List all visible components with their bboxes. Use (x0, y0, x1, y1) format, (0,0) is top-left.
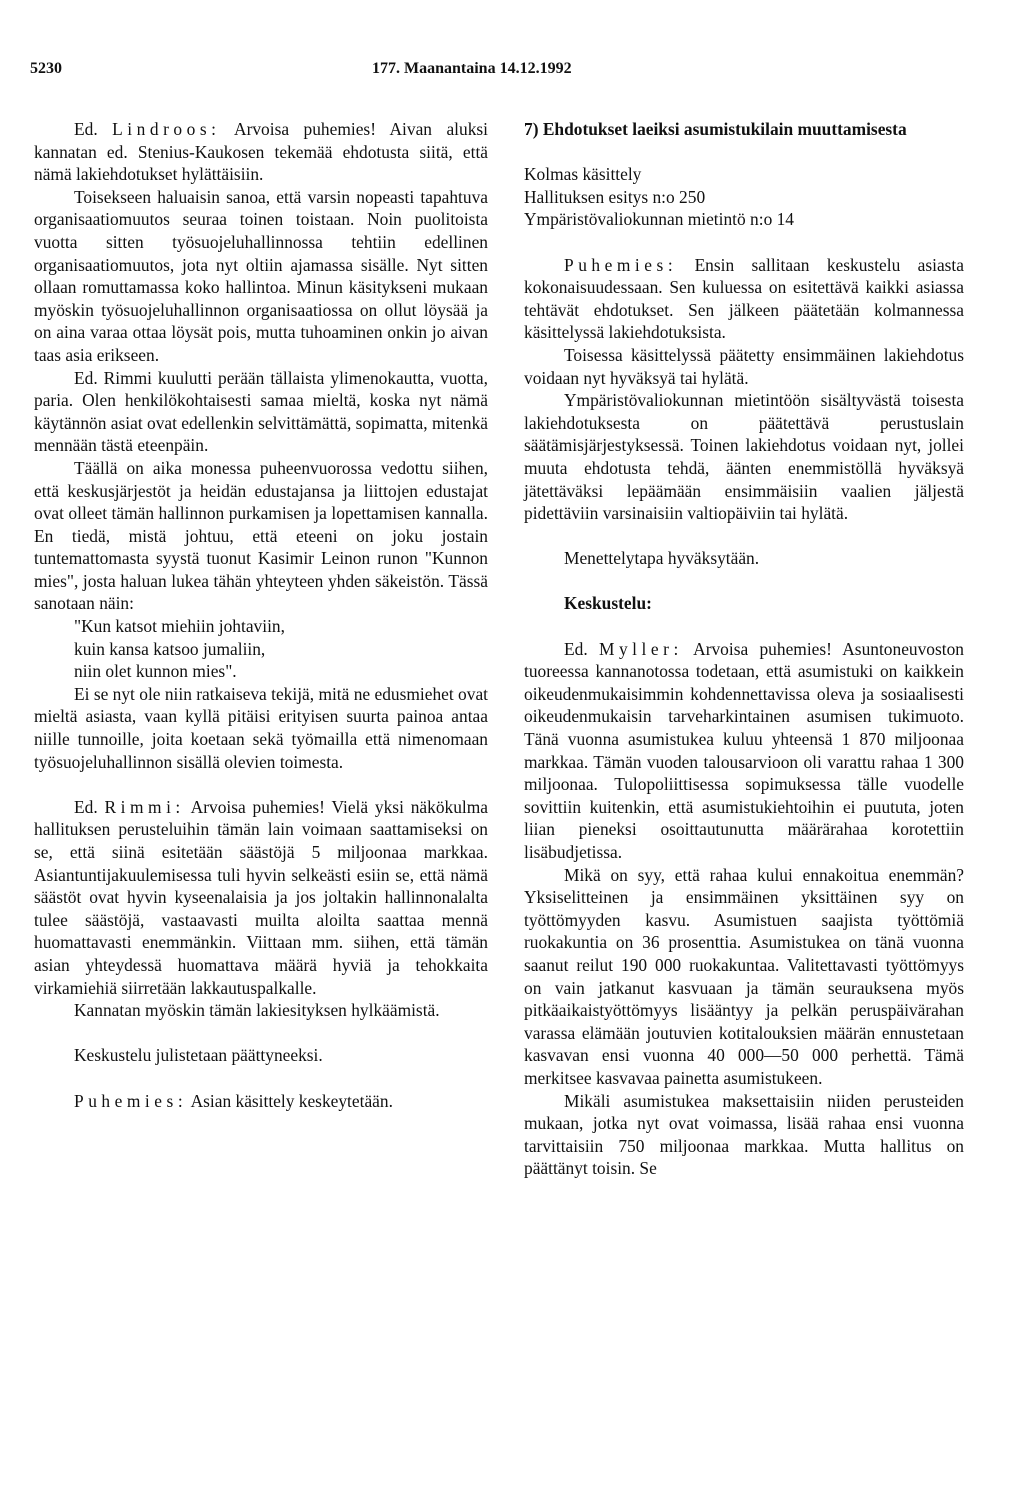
paragraph: Ympäristövaliokunnan mietintöön sisältyvästä toisesta lakiehdotuksesta on päätettävä perustuslain säätämisjärjestyksessä. Toinen lakiehdotus voidaan nyt, jollei muuta ehdotusta tehdä, äänten enemmistöllä hyväksyä jätettäväksi lepäämään ensimmäisiin vaalien jäljestä pidettäviin varsinaisiin valtiopäiviin tai hylätä. (524, 390, 964, 524)
paragraph: Ed. Rimmi kuulutti perään tällaista ylimenokautta, vuotta, paria. Olen henkilökohtaisesti samaa mieltä, koska nyt nämä käytännön asiat ovat edellenkin selvittämättä, sopimatta, mitenkä mennään tästä eteenpäin. (34, 367, 488, 456)
paragraph: Toisekseen haluaisin sanoa, että varsin nopeasti tapahtuva organisaatiomuutos seuraa toinen toistaan. Noin puolitoista vuotta sitten työsuojeluhallinnossa tehtiin edellinen organisaatiomuutos, jota nyt oltiin ajamassa sisälle. Nyt sitten ollaan romuttamassa koko hallintoa. Minun käsitykseni mukaan myöskin työsuojeluhallinnon organisaatiossa on ollut löysää ja on aina varaa ottaa löysät pois, mutta tuhoaminen onkin jo aivan taas asia erikseen. (34, 186, 488, 365)
poem-line: niin olet kunnon mies". (74, 661, 237, 682)
speech-rimmi: Ed. Rimmi: Arvoisa puhemies! Vielä yksi näkökulma hallituksen perusteluihin tämän lain voimaan saattamiseksi on se, että siinä esitetään säästöjä 5 miljoonaa markkaa. Asiantuntijakuulemisessa tuli hyvin selkeästi esiin se, että nämä säästöt ovat hyvin kyseenalaisia ja jos joltakin hallinnonalalta tulee säästöjä, vastaavasti muilta aloilta saattaa mennä huomattavasti enemmänkin. Viittaan mm. siihen, että tämän asian yhteydessä huomattava määrä hyviä ja tehokkaita virkamiehiä siirretään lakkautuspalkalle. (34, 796, 488, 998)
page-header (30, 60, 964, 84)
speaker-name: Lindroos: (112, 119, 221, 139)
poem-quote (34, 615, 488, 683)
speech-puhemies: Puhemies: Asian käsittely keskeytetään. (74, 1090, 393, 1111)
speech-puhemies: Puhemies: Ensin sallitaan keskustelu asiasta kokonaisuudessaan. Sen kuluessa on esitettävä kaikki asiassa tehtävät ehdotukset. Sen jälkeen päätetään kolmannessa käsittelyssä lakiehdotuksista. (524, 254, 964, 343)
info-line: Ympäristövaliokunnan mietintö n:o 14 (524, 209, 795, 230)
paragraph: Kannatan myöskin tämän lakiesityksen hylkäämistä. (74, 1000, 440, 1021)
poem-line: "Kun katsot miehiin johtaviin, (74, 616, 285, 637)
info-line: Hallituksen esitys n:o 250 (524, 186, 706, 207)
paragraph: Menettelytapa hyväksytään. (564, 548, 760, 569)
speaker-name: Puhemies: (74, 1090, 188, 1111)
discussion-heading: Keskustelu: (564, 593, 652, 614)
paragraph: Ei se nyt ole niin ratkaiseva tekijä, mitä ne edusmiehet ovat mieltä asiasta, vaan kyllä pitäisi erityisen suurta painoa antaa niille tunnoille, joita koetaan sekä työmailla että nimenomaan työsuojeluhallinnon sisällä olevien toimesta. (34, 683, 488, 772)
speech-lindroos: Ed. Lindroos: Arvoisa puhemies! Aivan aluksi kannatan ed. Stenius-Kaukosen tekemää ehdotusta siitä, että nämä lakiehdotukset hylättäisiin. (34, 119, 489, 185)
speech-myller: Ed. Myller: Arvoisa puhemies! Asuntoneuvoston tuoreessa kannanotossa todetaan, että asumistuki on kaikkein oikeudenmukaisimmin kohdennettavissa oleva ja sosiaalisesti oikeudenmukaisin tarveharkintainen asumisen tukimuoto. Tänä vuonna asumistukea kuluu yhteensä 1 870 miljoonaa markkaa. Tämän vuoden talousarvioon oli varattu rahaa 1 300 miljoonaa. Tulopoliittisessa sopimuksessa tälle vuodelle sovittiin kuitenkin, että asumistukiehtoihin ei puututa, joten liian pieneksi osoittautunutta määrärahaa korotettiin lisäbudjetissa. (524, 638, 964, 862)
speaker-name: Rimmi: (104, 796, 185, 817)
right-column (524, 118, 964, 1180)
left-column (34, 118, 488, 1112)
section-heading: 7) Ehdotukset laeiksi asumistukilain muuttamisesta (524, 119, 907, 139)
paragraph: Toisessa käsittelyssä päätetty ensimmäinen lakiehdotus voidaan nyt hyväksyä tai hylätä. (524, 344, 964, 388)
paragraph: Mikä on syy, että rahaa kului ennakoitua enemmän? Yksiselitteinen ja ensimmäinen yksittäinen syy on työttömyyden kasvu. Asumistuen saajista työttömiä ruokakuntia on 36 prosenttia. Asumistukea on tänä vuonna saanut reilut 190 000 ruokakuntaa. Valitettavasti työttömyys on vain jatkanut kasvuaan ja tämän seurauksena myös pitkäaikaistyöttömyys lisääntyy ja pelkän peruspäivärahan varassa elämään joutuvien kotitalouksien määrän ennustetaan kasvavan ensi vuonna 40 000—50 000 perhettä. Tämä merkitsee kasvavaa painetta asumistukeen. (524, 864, 964, 1088)
info-line: Kolmas käsittely (524, 164, 642, 185)
speaker-name: Myller: (598, 638, 683, 659)
paragraph: Mikäli asumistukea maksettaisiin niiden perusteiden mukaan, jotka nyt ovat voimassa, lisää rahaa ensi vuonna tarvittaisiin 750 miljoonaa markkaa. Mutta hallitus on päättänyt toisin. Se (524, 1090, 964, 1179)
speaker-name: Puhemies: (564, 254, 678, 275)
issue-date: 177. Maanantaina 14.12.1992 (372, 60, 572, 77)
poem-line: kuin kansa katsoo jumaliin, (74, 638, 266, 659)
paragraph: Täällä on aika monessa puheenvuorossa vedottu siihen, että keskusjärjestöt ja heidän edustajansa ja liittojen edustajat ovat olleet tämän hallinnon purkamisen ja lopettamisen kannalla. En tiedä, mistä johtuu, että eteeni on joku jostain tuntemattomasta syystä tuonut Kasimir Leinon runon "Kunnon mies", josta haluan lukea tähän yhteyteen yhden säkeistön. Tässä sanotaan näin: (34, 457, 488, 614)
paragraph: Keskustelu julistetaan päättyneeksi. (74, 1045, 323, 1066)
page-number: 5230 (30, 60, 62, 77)
